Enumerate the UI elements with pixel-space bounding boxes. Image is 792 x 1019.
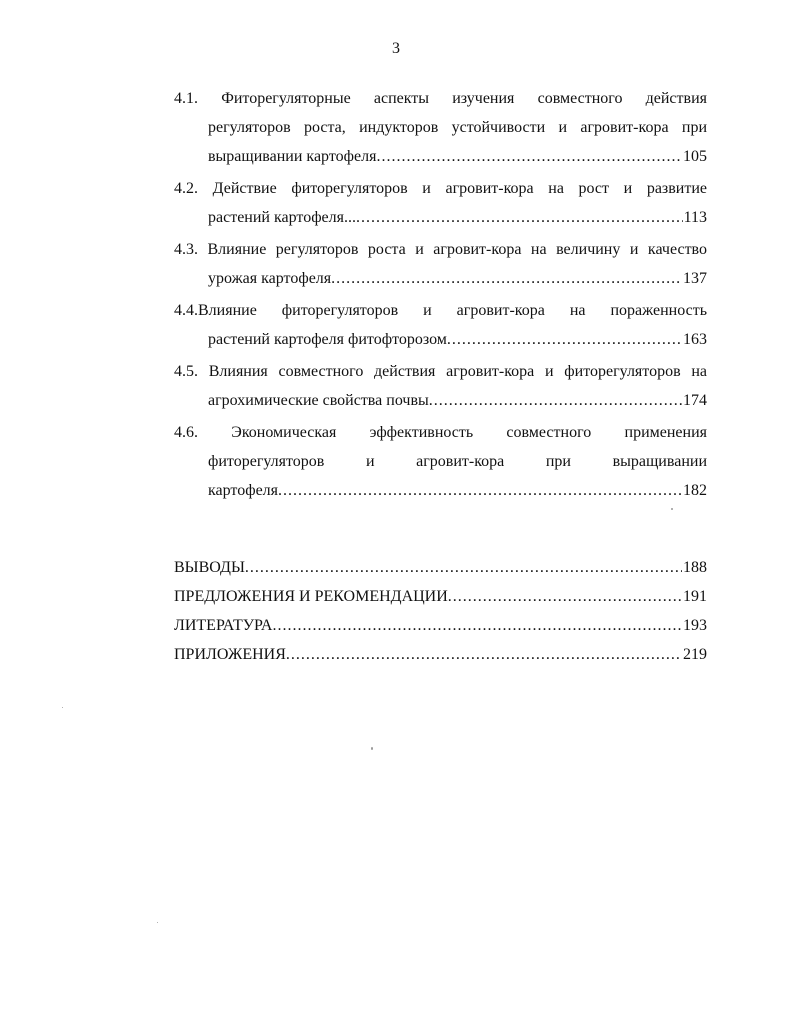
page-ref: 105 xyxy=(683,148,707,165)
section-number: 4.6. xyxy=(174,424,198,441)
toc-leader-line xyxy=(174,611,707,640)
toc-entry-conclusions[interactable] xyxy=(174,553,707,582)
toc-entry-proposals[interactable] xyxy=(174,582,707,611)
dot-leader xyxy=(331,264,682,293)
page-ref: 174 xyxy=(683,392,707,409)
dot-leader xyxy=(447,325,682,354)
dot-leader xyxy=(245,553,682,582)
section-title-end: агрохимические свойства почвы xyxy=(208,392,429,409)
dot-leader xyxy=(278,476,682,505)
toc-entry-line xyxy=(174,296,707,325)
scan-speck xyxy=(62,707,63,708)
page-ref: 137 xyxy=(683,270,707,287)
section-title-line: регуляторов роста, индукторов устойчивости и агровит-кора при xyxy=(208,119,707,136)
section-title-line: Влияния совместного действия агровит-кора и фиторегуляторов на xyxy=(208,363,707,380)
toc-entry-line xyxy=(174,357,707,386)
section-title-end: урожая картофеля xyxy=(208,270,332,287)
toc-leader-line xyxy=(174,142,707,171)
section-title-line: Фиторегуляторные аспекты изучения совместного действия xyxy=(221,90,707,107)
dot-leader xyxy=(429,386,682,415)
section-title-line: Влияние регуляторов роста и агровит-кора на величину и качество xyxy=(207,241,707,258)
section-title-line: Действие фиторегуляторов и агровит-кора на рост и развитие xyxy=(212,180,707,197)
page-ref: 182 xyxy=(683,482,707,499)
toc-entry-appendices[interactable] xyxy=(174,640,707,669)
section-title-line: Влияние фиторегуляторов и агровит-кора на пораженность xyxy=(198,302,707,319)
page-number: 3 xyxy=(392,40,400,57)
section-number: 4.4. xyxy=(174,302,198,319)
main-toc xyxy=(174,553,707,669)
toc-entry-4-5[interactable] xyxy=(174,357,707,415)
toc-leader-line xyxy=(174,325,707,354)
chapter-title: ВЫВОДЫ xyxy=(174,559,245,576)
toc-leader-line xyxy=(174,582,707,611)
toc-entry-4-3[interactable] xyxy=(174,235,707,293)
section-title-end: выращивании картофеля xyxy=(208,148,377,165)
toc-entry-line xyxy=(174,235,707,264)
dot-leader xyxy=(376,142,682,171)
page-ref: 219 xyxy=(683,646,707,663)
section-number: 4.1. xyxy=(174,90,198,107)
scan-speck xyxy=(371,747,373,750)
toc-entry-literature[interactable] xyxy=(174,611,707,640)
section-title-line: фиторегуляторов и агровит-кора при выращивании xyxy=(208,453,707,470)
dot-leader xyxy=(356,203,683,232)
toc-entry-4-6[interactable] xyxy=(174,418,707,505)
scan-speck xyxy=(671,508,673,510)
toc-entry-line xyxy=(174,84,707,113)
dot-leader xyxy=(448,582,682,611)
toc-leader-line xyxy=(174,386,707,415)
toc-entry-line xyxy=(174,418,707,447)
page-ref: 191 xyxy=(683,588,707,605)
chapter-title: ЛИТЕРАТУРА xyxy=(174,617,273,634)
section-number: 4.5. xyxy=(174,363,198,380)
section-number: 4.2. xyxy=(174,180,198,197)
toc-entry-4-2[interactable] xyxy=(174,174,707,232)
toc-leader-line xyxy=(174,203,707,232)
page-ref: 188 xyxy=(683,559,707,576)
chapter-title: ПРЕДЛОЖЕНИЯ И РЕКОМЕНДАЦИИ xyxy=(174,588,448,605)
chapter-title: ПРИЛОЖЕНИЯ xyxy=(174,646,286,663)
toc-leader-line xyxy=(174,476,707,505)
section-title-end: растений картофеля фитофторозом xyxy=(208,331,447,348)
section-number: 4.3. xyxy=(174,241,198,258)
toc-entry-4-4[interactable] xyxy=(174,296,707,354)
scan-speck xyxy=(157,922,158,923)
toc-leader-line xyxy=(174,264,707,293)
section-title-end: растений картофеля... xyxy=(208,209,356,226)
section-title-line: Экономическая эффективность совместного применения xyxy=(231,424,707,441)
toc-entry-4-1[interactable] xyxy=(174,84,707,171)
page-ref: 113 xyxy=(683,209,707,226)
dot-leader xyxy=(286,640,682,669)
subsection-toc xyxy=(174,84,707,508)
toc-entry-line xyxy=(174,174,707,203)
page-ref: 163 xyxy=(683,331,707,348)
toc-leader-line xyxy=(174,553,707,582)
toc-leader-line xyxy=(174,640,707,669)
dot-leader xyxy=(272,611,682,640)
section-title-end: картофеля xyxy=(208,482,279,499)
page-ref: 193 xyxy=(683,617,707,634)
